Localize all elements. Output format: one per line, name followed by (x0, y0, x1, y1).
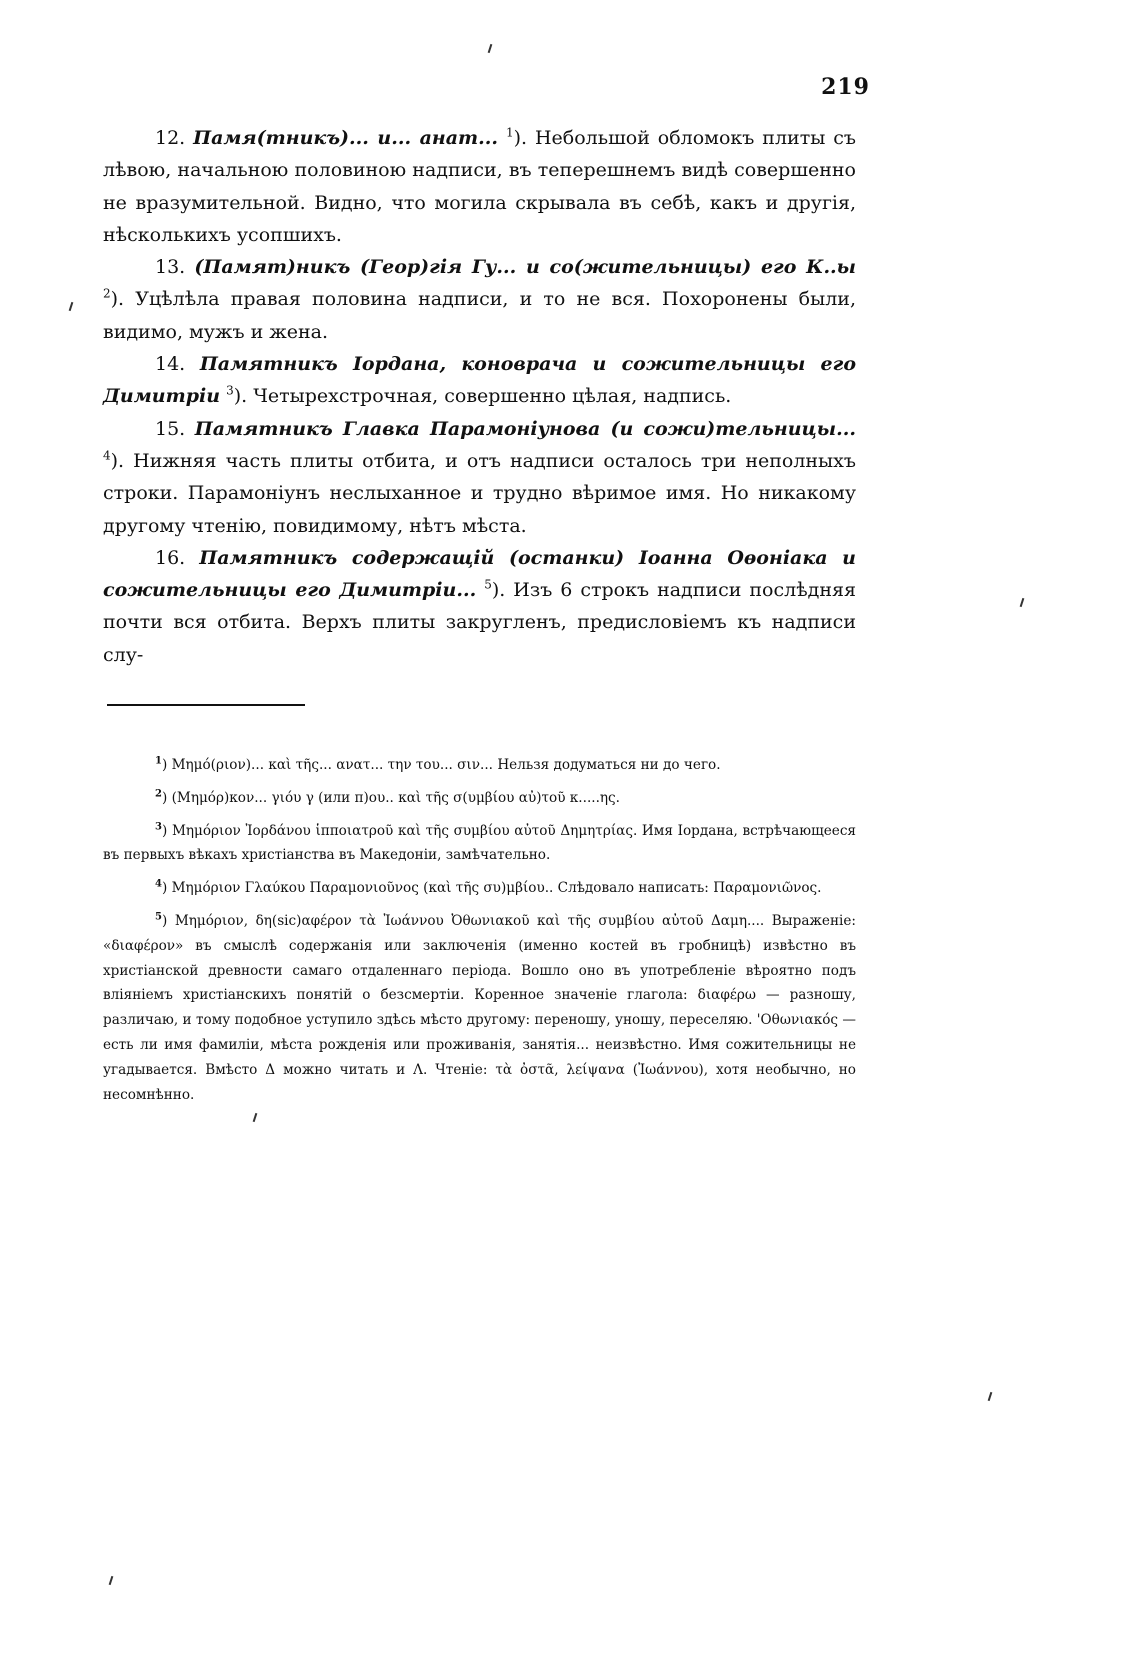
entry-close: ). (491, 579, 506, 602)
note-reference: 5 (484, 577, 492, 592)
entry-text: Уцѣлѣла правая половина надписи, и то не вся. Похоронены были, видимо, мужъ и жена. (103, 288, 856, 343)
entry-number: 15. (155, 417, 186, 440)
footnote-5: $^5$) Μημόριον, δη(sic)αφέρον τὰ Ἰωάννου Ὀθωνιακοῦ καὶ τῆς συμβίου αὐτοῦ Δαμη.... Выраженіе: «διαφέρον» въ смыслѣ содержанія или заключенія (именно костей въ гробницѣ) извѣстно въ христіанской древности самаго отдаленнаго періода. Вошло оно въ употребленіе вѣроятно подъ вліяніемъ христіанскихъ понятій о безсмертіи. Коренное значеніе глагола: διαφέρω — разношу, различаю, и тому подобное уступило здѣсь мѣсто другому: переношу, уношу, переселяю. 'Οθωνιακός — есть ли имя фамиліи, мѣста рожденія или проживанія, занятія... неизвѣстно. Имя сожительницы не угадывается. Вмѣсто Δ можно читать и Λ. Чтеніе: τὰ ὀστᾶ, λείψανα (Ἰωάννου), хотя необычно, но несомнѣнно. (103, 911, 857, 1103)
entry-number: 12. (155, 127, 186, 149)
entry-close: ). (513, 127, 528, 149)
scan-speck (488, 44, 493, 53)
entry-12 (103, 122, 856, 251)
footnote-mark: 4 (155, 878, 162, 890)
entry-number: 13. (155, 256, 186, 279)
entry-title: Памятникъ содержащій (останки) Іоанна Оѳоніака и сожительницы его Димитріи... (103, 546, 856, 602)
entry-close: ). (233, 385, 248, 408)
entry-16 (103, 542, 856, 671)
entry-close: ). (110, 288, 125, 311)
footnote-mark: 3 (155, 821, 162, 833)
footnote-divider (107, 704, 305, 706)
note-reference: 2 (103, 287, 111, 302)
scan-speck (109, 1576, 114, 1585)
footnote-mark: 5 (155, 911, 162, 923)
note-reference: 4 (103, 448, 111, 463)
entry-title: Памятникъ Главка Парамоніунова (и сожи)тельницы... (194, 417, 856, 440)
footnote-3: $^3$) Μημόριον Ἰορδάνου ἱπποιατροῦ καὶ τῆς συμβίου αὐτοῦ Δημητρίας. Имя Іордана, встрѣчающееся въ первыхъ вѣкахъ христіанства въ Македоніи, замѣчательно. (103, 821, 857, 864)
entry-text: Небольшой обломокъ плиты съ лѣвою, начальною половиною надписи, въ теперешнемъ видѣ совершенно не вразумительной. Видно, что могила скрывала въ себѣ, какъ и другія, нѣсколькихъ усопшихъ. (103, 127, 857, 246)
footnote-text: Μημό(ριον)... καὶ τῆς... ανατ... την του... σιν... Нельзя додуматься ни до чего. (171, 757, 721, 773)
note-reference: 3 (226, 384, 234, 399)
entry-13 (103, 251, 856, 348)
note-reference: 1 (505, 125, 514, 140)
entry-number: 14. (155, 353, 186, 376)
footnote-text: (Μημόρ)κον... γιόυ γ (или π)ου.. καὶ τῆς σ(υμβίου αὐ)τοῦ κ.....ης. (171, 789, 620, 806)
footnote-text: Μημόριον, δη(sic)αφέρον τὰ Ἰωάννου Ὀθωνιακοῦ καὶ τῆς συμβίου αὐτοῦ Δαμη.... Выраженіе: «διαφέρον» въ смыслѣ содержанія или заключенія (именно костей въ гробницѣ) извѣстно въ христіанской древности самаго отдаленнаго періода. Вошло оно въ употребленіе вѣроятно подъ вліяніемъ христіанскихъ понятій о безсмертіи. Коренное значеніе глагола: διαφέρω — разношу, различаю, и тому подобное уступило здѣсь мѣсто другому: переношу, уношу, переселяю. 'Οθωνιακός — есть ли имя фамиліи, мѣста рожденія или проживанія, занятія... неизвѣстно. Имя сожительницы не угадывается. Вмѣсто Δ можно читать и Λ. Чтеніе: τὰ ὀστᾶ, λείψανα (Ἰωάννου), хотя необычно, но несомнѣнно. (103, 912, 857, 1103)
page-number: 219 (821, 74, 870, 100)
entry-text: Четырехстрочная, совершенно цѣлая, надпись. (247, 385, 732, 408)
entry-title: (Памят)никъ (Геор)гія Гу... и со(жительницы) его К..ы (194, 256, 857, 279)
entry-15 (103, 413, 856, 542)
entry-title: Памятникъ Іордана, коноврача и сожительницы его Димитріи (103, 353, 856, 408)
footnote-mark: 2 (155, 788, 162, 800)
entry-text: Нижняя часть плиты отбита, и отъ надписи осталось три неполныхъ строки. Парамоніунъ неслыханное и трудно вѣримое имя. Но никакому другому чтенію, повидимому, нѣтъ мѣста. (103, 449, 856, 537)
entry-number: 16. (155, 546, 186, 569)
footnote-2: $^2$) (Μημόρ)κον... γιόυ γ (или π)ου.. καὶ τῆς σ(υμβίου αὐ)τοῦ κ.....ης. (155, 788, 620, 806)
footnote-text: Μημόριον Ἰορδάνου ἱπποιατροῦ καὶ τῆς συμβίου αὐτοῦ Δημητρίας. Имя Іордана, встрѣчающееся въ первыхъ вѣкахъ христіанства въ Македоніи, замѣчательно. (103, 822, 857, 864)
entry-text: Изъ 6 строкъ надписи послѣдняя почти вся отбита. Верхъ плиты закругленъ, предисловіемъ къ надписи слу- (103, 579, 856, 666)
entry-title: Памя(тникъ)... и... анат... (193, 127, 498, 149)
footnote-mark: 1 (155, 755, 162, 767)
footnote-1: $^1$) Μημό(ριον)... καὶ τῆς... ανατ... την του... σιν... Нельзя додуматься ни до чего. (155, 755, 721, 773)
scan-speck (69, 302, 74, 311)
footnotes (103, 753, 856, 1115)
entry-14 (103, 348, 856, 413)
scan-speck (1020, 598, 1025, 607)
scan-speck (988, 1392, 993, 1401)
main-text (103, 122, 856, 671)
entry-close: ). (110, 449, 125, 472)
footnote-4: $^4$) Μημόριον Γλαύκου Παραμονιοῦνος (καὶ τῆς συ)μβίου.. Слѣдовало написать: Παραμονιῶνος. (155, 878, 822, 897)
footnote-text: Μημόριον Γλαύκου Παραμονιοῦνος (καὶ τῆς συ)μβίου.. Слѣдовало написать: Παραμονιῶνος. (171, 880, 822, 897)
